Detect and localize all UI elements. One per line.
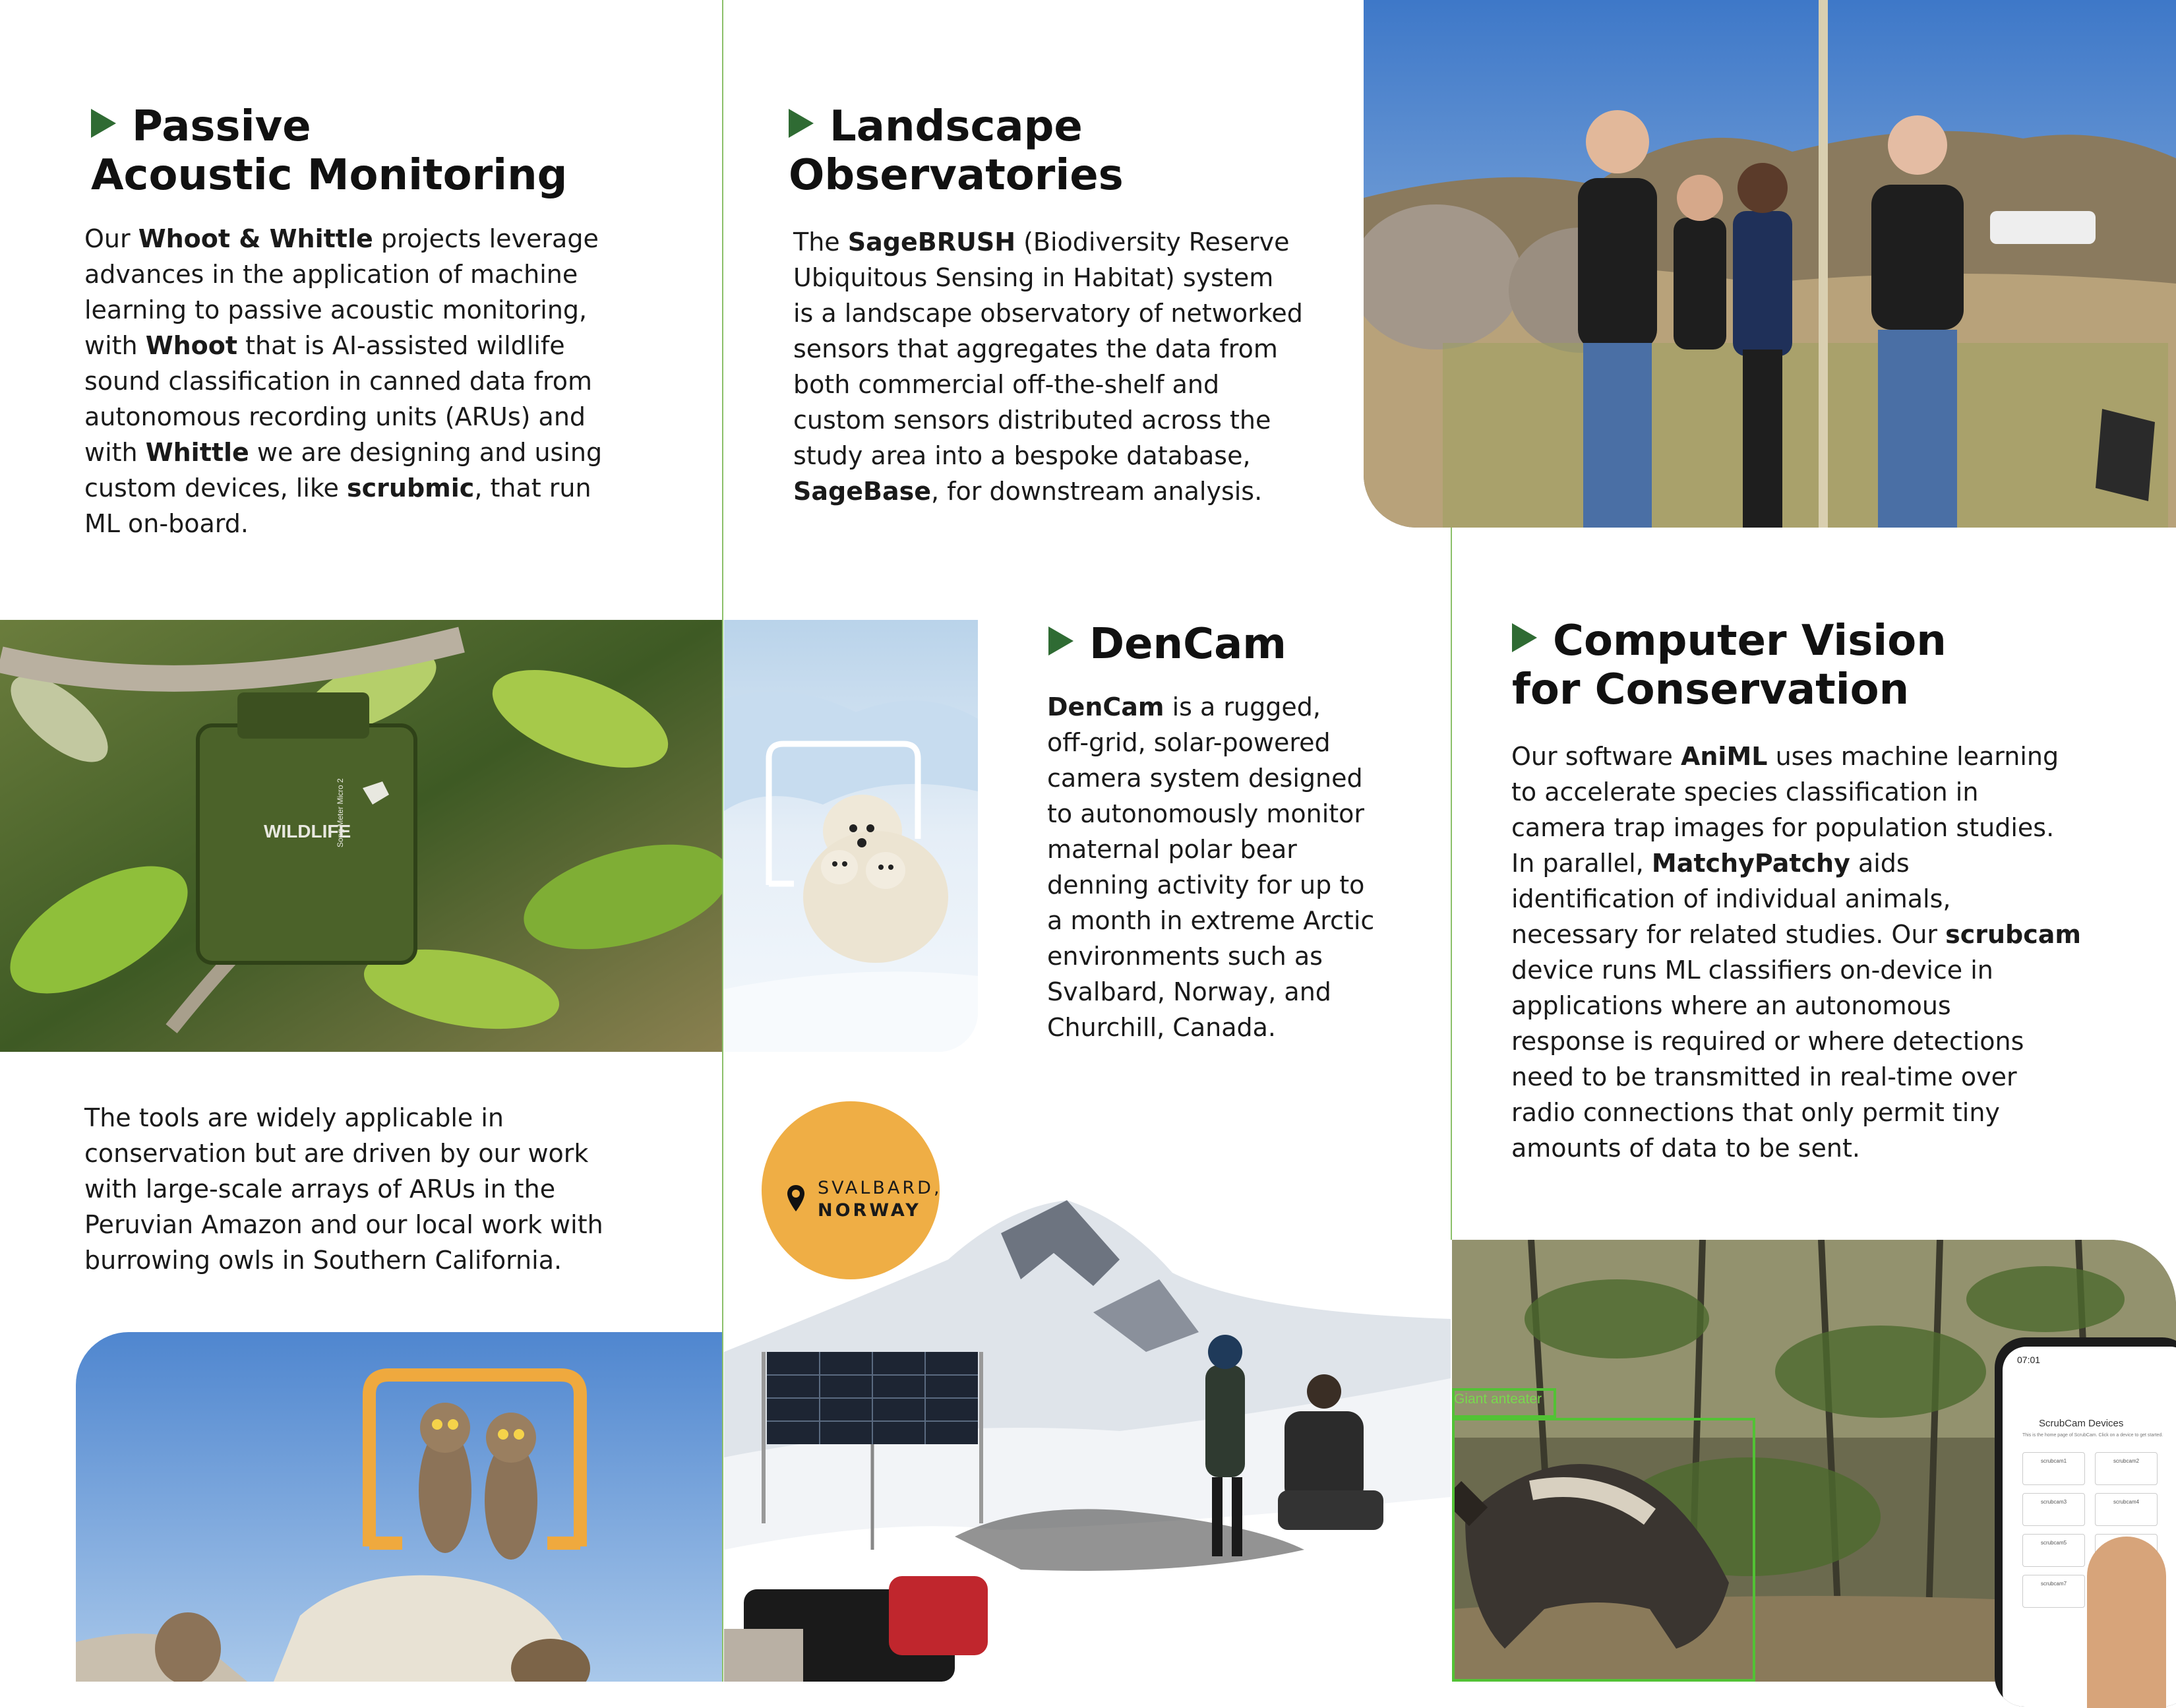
column-divider-1 [722, 0, 723, 1682]
field-team-illustration [1364, 0, 2176, 528]
play-triangle-icon [789, 109, 814, 138]
phone-device-card[interactable]: scrubcam5 [2022, 1534, 2085, 1567]
phone-device-card[interactable]: scrubcam4 [2095, 1493, 2158, 1526]
audio-recorder-illustration [0, 620, 722, 1052]
landscape-heading [789, 102, 1124, 200]
location-line2: NORWAY [818, 1200, 921, 1221]
dencam-heading [1048, 620, 1286, 669]
passive-acoustic-heading [91, 102, 567, 200]
passive-title-line2: Acoustic Monitoring [91, 151, 568, 200]
phone-time: 07:01 [2017, 1355, 2041, 1365]
cv-body: Our software AniML uses machine learning to accelerate species classification in camera trap images for population studies. In parallel, MatchyPatchy aids identification of individual animals, necessary for related studies. Our scrubcam device runs ML classifiers on-device in applications where an autonomous response is required or where detections need to be transmitted in real-time over radio connections that only permit tiny amounts of data to be sent. [1511, 742, 2082, 1163]
tools-body: The tools are widely applicable in conservation but are driven by our work with large-scale arrays of ARUs in the Peruvian Amazon and our local work with burrowing owls in Southern California. [84, 1103, 603, 1275]
passive-title-line1: Passive [132, 102, 311, 151]
passive-body: Our Whoot & Whittle projects leverage advances in the application of machine learning to passive acoustic monitoring, with Whoot that is AI-assisted wildlife sound classification in canned data from autonomous recording units (ARUs) and with Whittle we are designing and using custom devices, like scrubmic, that run ML on-board. [84, 224, 603, 538]
recorder-model-text: Song Meter Micro 2 [336, 778, 345, 847]
play-triangle-icon [91, 109, 116, 138]
phone-app-title: ScrubCam Devices [2039, 1418, 2124, 1429]
landscape-title-line2: Observatories [789, 151, 1124, 200]
polar-bear-photo [724, 620, 978, 1052]
detection-bracket-owls [363, 1368, 587, 1550]
phone-device-card[interactable]: scrubcam3 [2022, 1493, 2085, 1526]
field-team-photo [1364, 0, 2176, 528]
play-triangle-icon [1512, 623, 1537, 652]
landscape-body: The SageBRUSH (Biodiversity Reserve Ubiquitous Sensing in Habitat) system is a landscape observatory of networked sensors that aggregates the data from both commercial off-the-shelf and custom sensors distributed across the study area into a bespoke database, SageBase, for downstream analysis. [793, 228, 1303, 506]
cv-title-line1: Computer Vision [1553, 617, 1947, 665]
location-text [818, 1177, 950, 1222]
play-triangle-icon [1048, 626, 1073, 656]
burrowing-owls-photo [76, 1332, 722, 1682]
location-pin-icon [786, 1184, 806, 1213]
recorder-brand-text: WILDLIFE [264, 821, 351, 841]
location-line1: SVALBARD, [818, 1178, 942, 1198]
phone-device-card[interactable]: scrubcam1 [2022, 1452, 2085, 1485]
detection-label: Giant anteater [1454, 1391, 1542, 1407]
audio-recorder-photo [0, 620, 722, 1052]
dencam-title: DenCam [1089, 620, 1286, 669]
finger [2087, 1537, 2166, 1708]
detection-bracket-bear [765, 740, 922, 888]
phone-device-card[interactable]: scrubcam7 [2022, 1575, 2085, 1608]
phone-device-card[interactable]: scrubcam2 [2095, 1452, 2158, 1485]
cv-heading [1512, 617, 1947, 714]
cv-title-line2: for Conservation [1512, 665, 1910, 714]
landscape-title-line1: Landscape [830, 102, 1083, 151]
detection-box [1452, 1418, 1755, 1682]
phone-subtitle: This is the home page of ScrubCam. Click on a device to get started. [2022, 1433, 2163, 1438]
dencam-body: DenCam is a rugged, off-grid, solar-powered camera system designed to autonomously monitor maternal polar bear denning activity for up to a month in extreme Arctic environments such as Svalbard, Norway, and Churchill, Canada. [1047, 692, 1375, 1042]
